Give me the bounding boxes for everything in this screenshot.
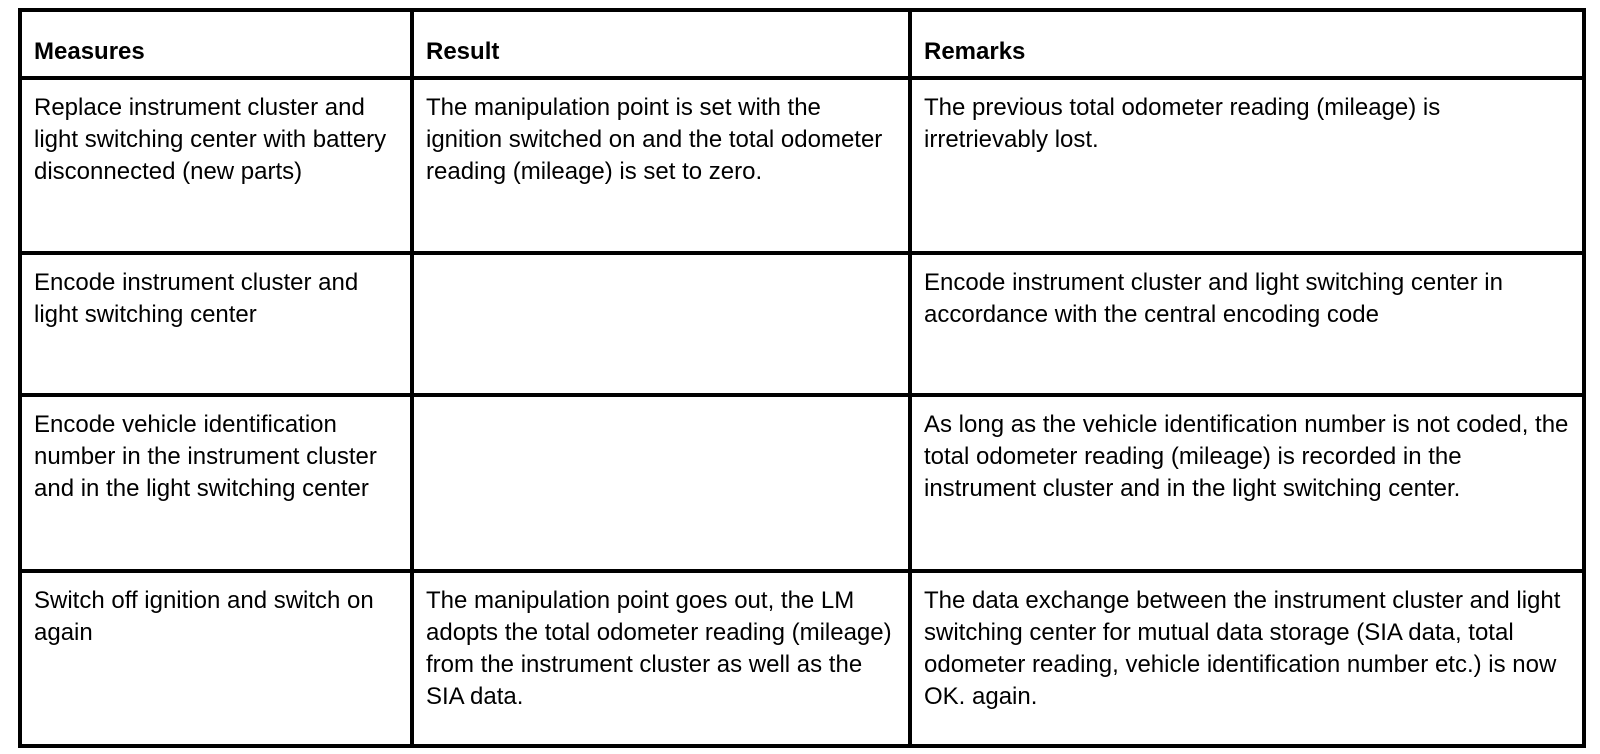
cell-result	[412, 395, 910, 570]
cell-remarks: Encode instrument cluster and light switching center in accordance with the central encoding code	[910, 253, 1584, 395]
table-header-row	[20, 10, 1584, 78]
measures-table	[18, 8, 1586, 748]
table-row	[20, 571, 1584, 746]
table-row	[20, 253, 1584, 395]
cell-measures: Replace instrument cluster and light switching center with battery disconnected (new parts)	[20, 78, 412, 253]
header-result: Result	[412, 10, 910, 78]
cell-remarks: The data exchange between the instrument cluster and light switching center for mutual data storage (SIA data, total odometer reading, vehicle identification number etc.) is now OK. again.	[910, 571, 1584, 746]
table-row	[20, 78, 1584, 253]
cell-result: The manipulation point is set with the ignition switched on and the total odometer reading (mileage) is set to zero.	[412, 78, 910, 253]
cell-result	[412, 253, 910, 395]
cell-remarks: As long as the vehicle identification number is not coded, the total odometer reading (mileage) is recorded in the instrument cluster and in the light switching center.	[910, 395, 1584, 570]
cell-remarks: The previous total odometer reading (mileage) is irretrievably lost.	[910, 78, 1584, 253]
cell-measures: Encode instrument cluster and light switching center	[20, 253, 412, 395]
header-measures: Measures	[20, 10, 412, 78]
header-remarks: Remarks	[910, 10, 1584, 78]
cell-measures: Switch off ignition and switch on again	[20, 571, 412, 746]
cell-measures: Encode vehicle identification number in the instrument cluster and in the light switching center	[20, 395, 412, 570]
cell-result: The manipulation point goes out, the LM adopts the total odometer reading (mileage) from the instrument cluster as well as the SIA data.	[412, 571, 910, 746]
table-row	[20, 395, 1584, 570]
